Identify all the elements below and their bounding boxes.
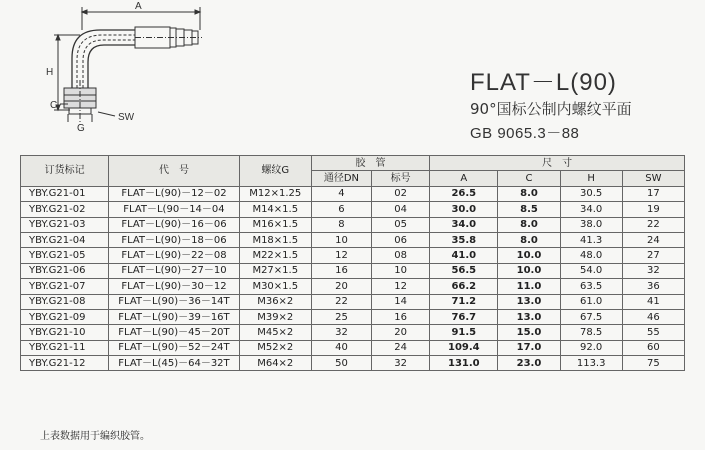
cell-hose-dn: 40 (311, 340, 371, 355)
table-row (21, 356, 685, 371)
cell-dim-a: 66.2 (430, 279, 498, 294)
cell-dim-sw: 36 (622, 279, 684, 294)
cell-dim-a: 131.0 (430, 356, 498, 371)
cell-dim-sw: 46 (622, 309, 684, 324)
cell-dim-c: 8.0 (498, 217, 560, 232)
table-row (21, 279, 685, 294)
cell-dim-a: 109.4 (430, 340, 498, 355)
header-h: H (560, 171, 622, 186)
header-order-code: 订货标记 (21, 156, 109, 187)
dim-g-label: G (77, 123, 85, 134)
cell-hose-mark: 16 (372, 309, 430, 324)
cell-dim-c: 8.5 (498, 202, 560, 217)
header-hose-mark: 标号 (372, 171, 430, 186)
cell-hose-dn: 8 (311, 217, 371, 232)
cell-dim-sw: 41 (622, 294, 684, 309)
cell-dim-c: 10.0 (498, 248, 560, 263)
cell-dim-sw: 55 (622, 325, 684, 340)
cell-dim-h: 48.0 (560, 248, 622, 263)
cell-dim-sw: 24 (622, 232, 684, 247)
cell-hose-dn: 4 (311, 186, 371, 201)
dim-sw-label: SW (118, 112, 135, 123)
cell-order-code: YBY.G21-07 (21, 279, 109, 294)
cell-dim-c: 17.0 (498, 340, 560, 355)
table-row (21, 202, 685, 217)
table-row (21, 325, 685, 340)
cell-thread: M14×1.5 (239, 202, 311, 217)
cell-dim-c: 10.0 (498, 263, 560, 278)
footnote: 上表数据用于编织胶管。 (40, 431, 150, 442)
cell-dim-c: 11.0 (498, 279, 560, 294)
cell-hose-dn: 32 (311, 325, 371, 340)
cell-code: FLAT－L(90－14－04 (109, 202, 239, 217)
cell-hose-dn: 20 (311, 279, 371, 294)
table-row (21, 248, 685, 263)
cell-order-code: YBY.G21-01 (21, 186, 109, 201)
cell-dim-c: 15.0 (498, 325, 560, 340)
header-dimensions: 尺 寸 (430, 156, 685, 171)
cell-code: FLAT－L(90)－27－10 (109, 263, 239, 278)
cell-dim-h: 92.0 (560, 340, 622, 355)
header-a: A (430, 171, 498, 186)
header-sw: SW (622, 171, 684, 186)
header-hose-dn: 通径DN (311, 171, 371, 186)
product-subtitle: 90°国标公制内螺纹平面 (470, 100, 632, 118)
cell-thread: M45×2 (239, 325, 311, 340)
cell-thread: M52×2 (239, 340, 311, 355)
cell-dim-c: 8.0 (498, 232, 560, 247)
cell-dim-a: 56.5 (430, 263, 498, 278)
table-row (21, 263, 685, 278)
cell-order-code: YBY.G21-05 (21, 248, 109, 263)
cell-order-code: YBY.G21-12 (21, 356, 109, 371)
table-row (21, 232, 685, 247)
cell-dim-a: 71.2 (430, 294, 498, 309)
cell-dim-a: 91.5 (430, 325, 498, 340)
table-row (21, 340, 685, 355)
cell-hose-dn: 25 (311, 309, 371, 324)
cell-dim-a: 35.8 (430, 232, 498, 247)
dim-a-label: A (135, 1, 142, 12)
cell-dim-c: 23.0 (498, 356, 560, 371)
dim-h-label: H (46, 67, 54, 78)
cell-dim-h: 67.5 (560, 309, 622, 324)
spec-table (20, 155, 685, 371)
cell-dim-h: 34.0 (560, 202, 622, 217)
cell-order-code: YBY.G21-09 (21, 309, 109, 324)
spec-table-body (21, 186, 685, 371)
fitting-diagram (40, 0, 240, 140)
cell-dim-h: 41.3 (560, 232, 622, 247)
cell-code: FLAT－L(90)－16－06 (109, 217, 239, 232)
cell-dim-h: 54.0 (560, 263, 622, 278)
cell-hose-mark: 05 (372, 217, 430, 232)
cell-hose-dn: 10 (311, 232, 371, 247)
cell-hose-mark: 12 (372, 279, 430, 294)
cell-order-code: YBY.G21-08 (21, 294, 109, 309)
cell-dim-c: 8.0 (498, 186, 560, 201)
cell-hose-dn: 22 (311, 294, 371, 309)
product-standard: GB 9065.3－88 (470, 125, 580, 142)
cell-dim-h: 63.5 (560, 279, 622, 294)
cell-hose-mark: 32 (372, 356, 430, 371)
table-row (21, 309, 685, 324)
cell-order-code: YBY.G21-10 (21, 325, 109, 340)
header-hose: 胶 管 (311, 156, 429, 171)
cell-order-code: YBY.G21-06 (21, 263, 109, 278)
cell-hose-dn: 12 (311, 248, 371, 263)
cell-dim-sw: 22 (622, 217, 684, 232)
cell-order-code: YBY.G21-04 (21, 232, 109, 247)
cell-dim-a: 30.0 (430, 202, 498, 217)
cell-order-code: YBY.G21-02 (21, 202, 109, 217)
cell-dim-sw: 60 (622, 340, 684, 355)
cell-dim-h: 113.3 (560, 356, 622, 371)
cell-hose-mark: 08 (372, 248, 430, 263)
header-code: 代 号 (109, 156, 239, 187)
product-title: FLAT－L(90) (470, 69, 617, 96)
table-row (21, 217, 685, 232)
cell-dim-sw: 27 (622, 248, 684, 263)
cell-dim-c: 13.0 (498, 294, 560, 309)
cell-thread: M36×2 (239, 294, 311, 309)
cell-code: FLAT－L(90)－39－16T (109, 309, 239, 324)
cell-code: FLAT－L(90)－12－02 (109, 186, 239, 201)
cell-order-code: YBY.G21-03 (21, 217, 109, 232)
header-c: C (498, 171, 560, 186)
cell-hose-mark: 06 (372, 232, 430, 247)
cell-hose-mark: 04 (372, 202, 430, 217)
cell-hose-dn: 16 (311, 263, 371, 278)
cell-code: FLAT－L(90)－52－24T (109, 340, 239, 355)
header-thread: 螺纹G (239, 156, 311, 187)
cell-hose-mark: 02 (372, 186, 430, 201)
cell-hose-dn: 50 (311, 356, 371, 371)
cell-thread: M39×2 (239, 309, 311, 324)
cell-code: FLAT－L(90)－36－14T (109, 294, 239, 309)
cell-dim-h: 78.5 (560, 325, 622, 340)
cell-dim-h: 61.0 (560, 294, 622, 309)
cell-thread: M64×2 (239, 356, 311, 371)
cell-hose-mark: 20 (372, 325, 430, 340)
cell-hose-mark: 14 (372, 294, 430, 309)
cell-hose-dn: 6 (311, 202, 371, 217)
cell-dim-a: 34.0 (430, 217, 498, 232)
cell-dim-h: 30.5 (560, 186, 622, 201)
cell-thread: M30×1.5 (239, 279, 311, 294)
cell-code: FLAT－L(90)－45－20T (109, 325, 239, 340)
cell-code: FLAT－L(90)－22－08 (109, 248, 239, 263)
cell-thread: M27×1.5 (239, 263, 311, 278)
cell-dim-sw: 32 (622, 263, 684, 278)
cell-dim-a: 76.7 (430, 309, 498, 324)
dim-c-label: C (50, 100, 58, 111)
cell-dim-a: 41.0 (430, 248, 498, 263)
cell-thread: M16×1.5 (239, 217, 311, 232)
cell-dim-c: 13.0 (498, 309, 560, 324)
cell-dim-a: 26.5 (430, 186, 498, 201)
cell-dim-sw: 19 (622, 202, 684, 217)
cell-hose-mark: 10 (372, 263, 430, 278)
cell-thread: M12×1.25 (239, 186, 311, 201)
table-row (21, 186, 685, 201)
cell-dim-sw: 75 (622, 356, 684, 371)
cell-code: FLAT－L(90)－30－12 (109, 279, 239, 294)
cell-dim-sw: 17 (622, 186, 684, 201)
cell-order-code: YBY.G21-11 (21, 340, 109, 355)
cell-thread: M22×1.5 (239, 248, 311, 263)
cell-thread: M18×1.5 (239, 232, 311, 247)
cell-hose-mark: 24 (372, 340, 430, 355)
cell-code: FLAT－L(90)－18－06 (109, 232, 239, 247)
table-row (21, 294, 685, 309)
cell-code: FLAT－L(45)－64－32T (109, 356, 239, 371)
cell-dim-h: 38.0 (560, 217, 622, 232)
